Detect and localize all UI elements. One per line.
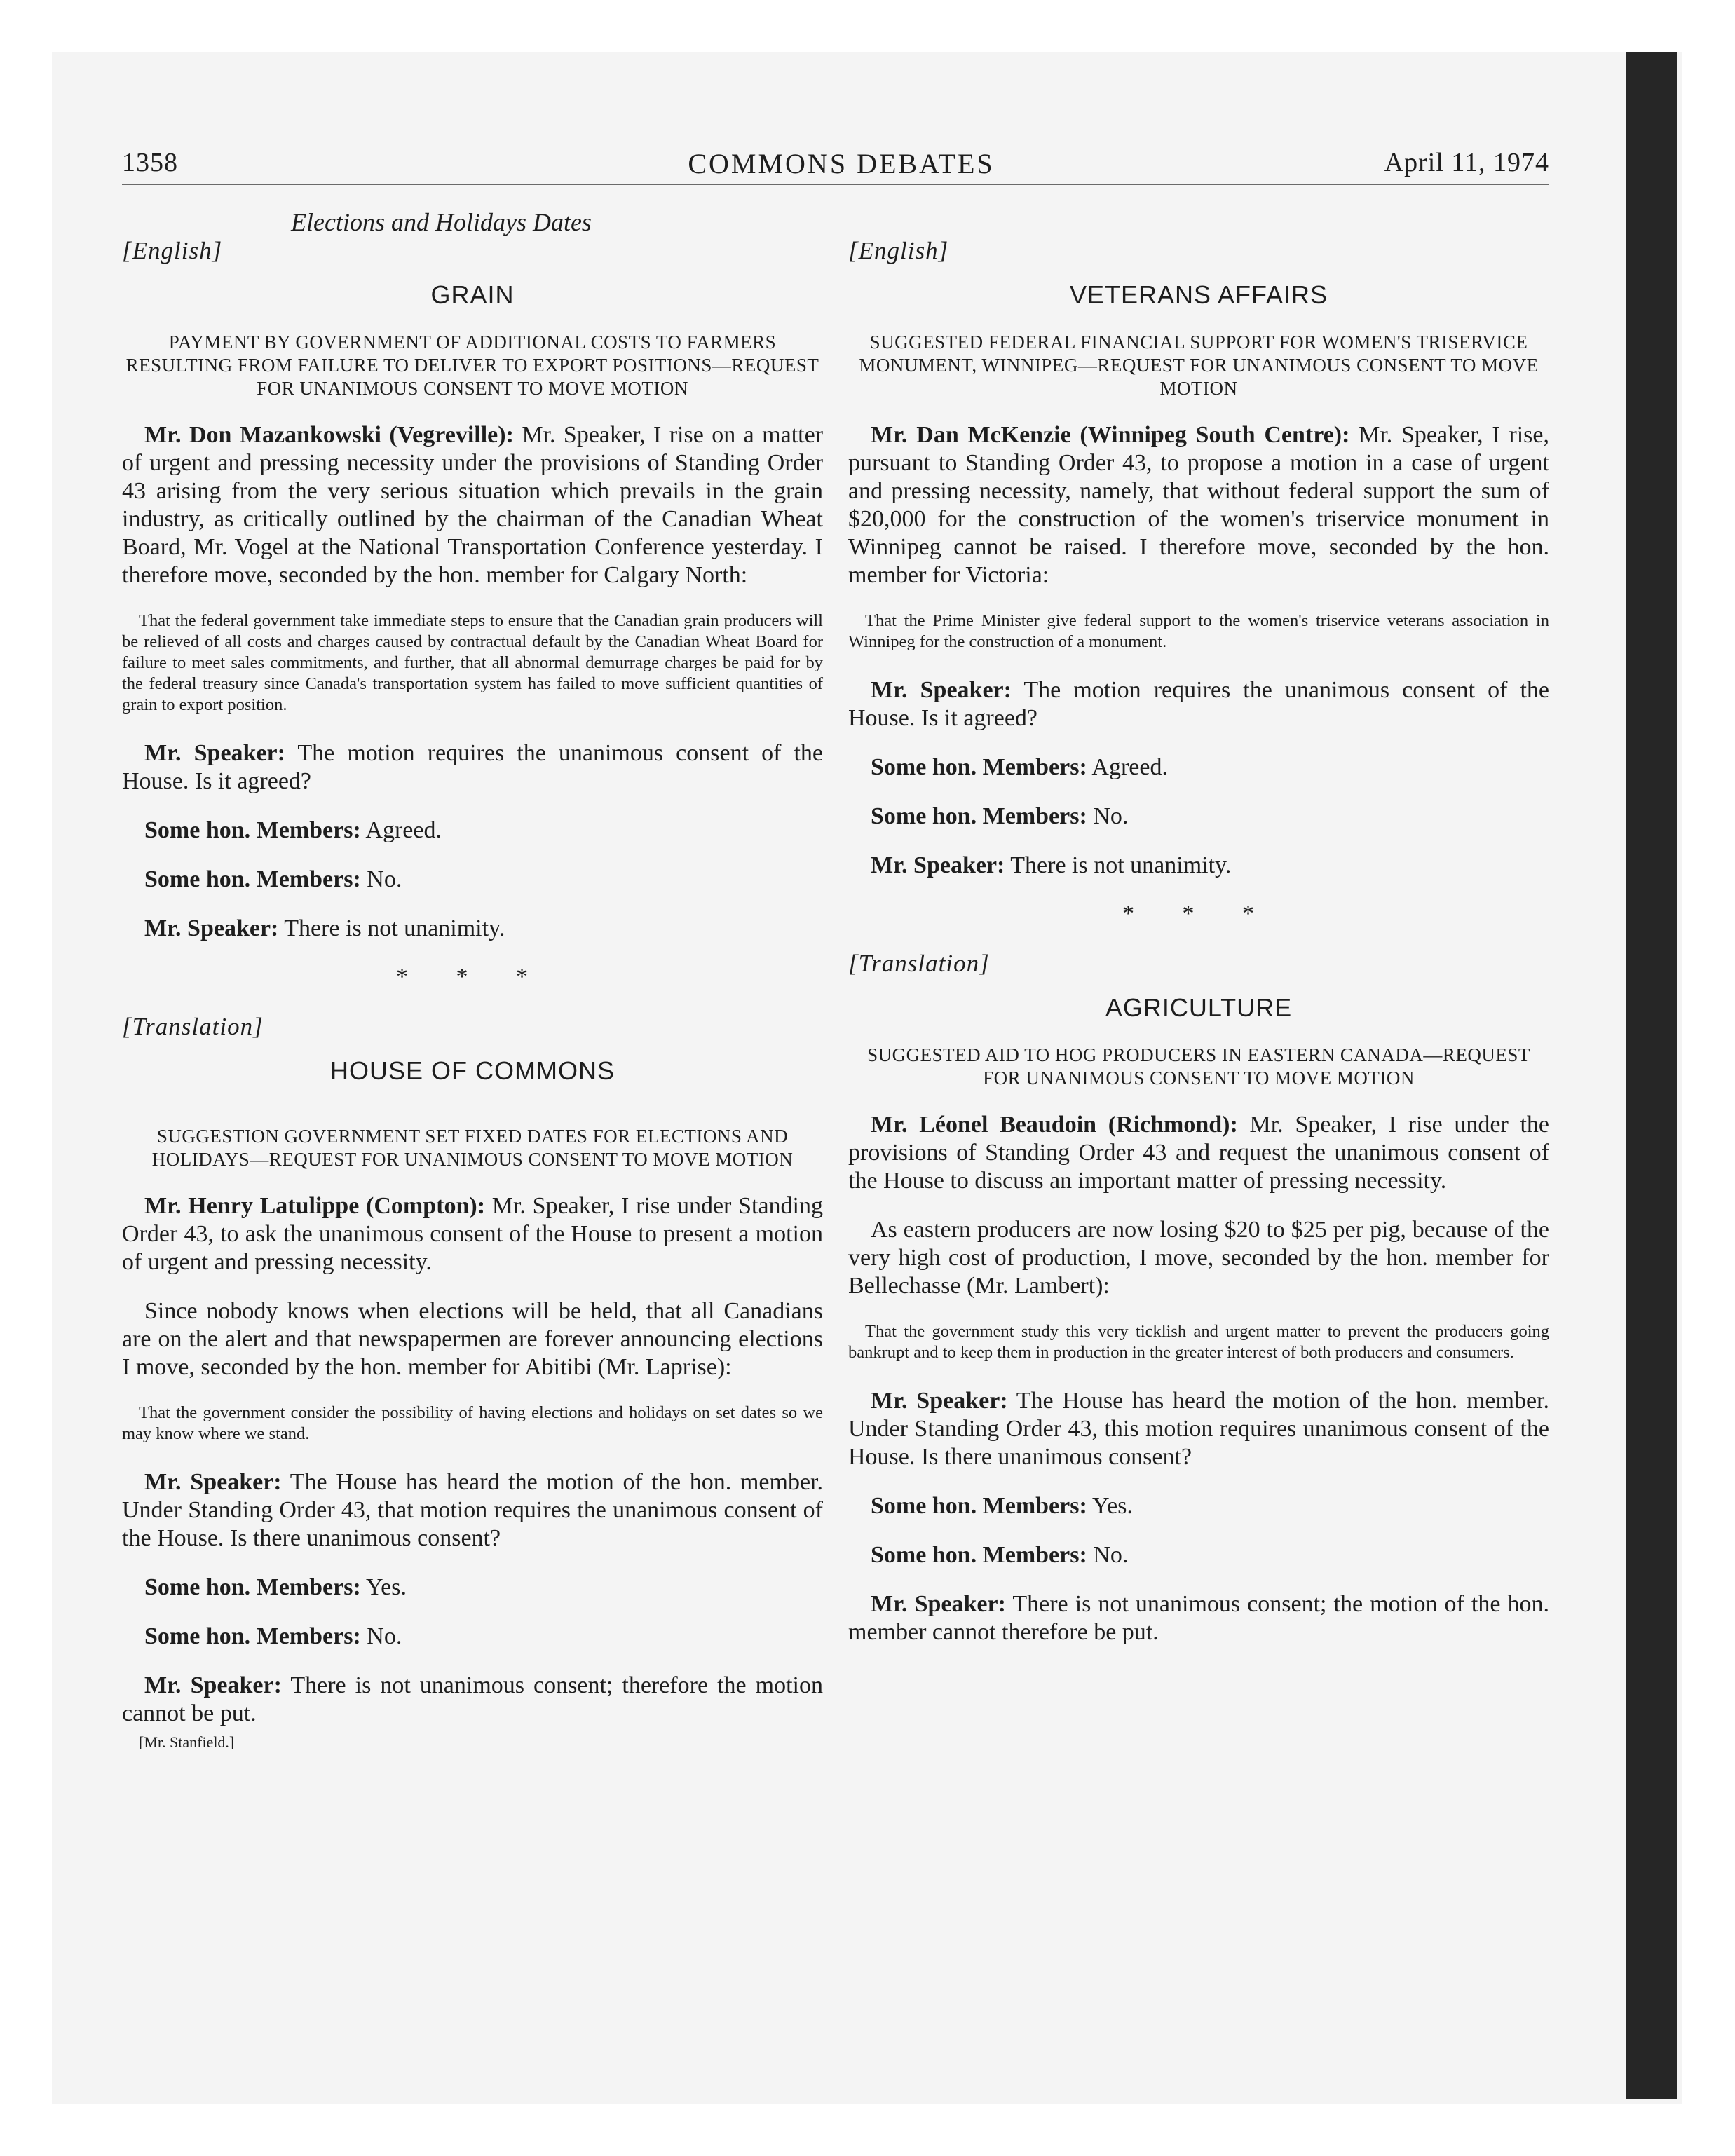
- speech: [848, 1541, 1549, 1569]
- speech-text: Agreed.: [360, 817, 442, 843]
- speech-text: The motion requires the unanimous consent of the House. Is it agreed?: [848, 677, 1549, 731]
- speaker-name: Some hon. Members:: [144, 866, 361, 892]
- section-subtitle: SUGGESTED FEDERAL FINANCIAL SUPPORT FOR WOMEN'S TRISERVICE MONUMENT, WINNIPEG—REQUEST FOR UNANIMOUS CONSENT TO MOVE MOTION: [859, 332, 1539, 399]
- speaker-name: Mr. Léonel Beaudoin (Richmond):: [871, 1112, 1238, 1138]
- language-tag: [English]: [122, 237, 223, 264]
- speech: [122, 1672, 823, 1728]
- speaker-name: Mr. Speaker:: [144, 1672, 282, 1698]
- motion-text: That the Prime Minister give federal support to the women's triservice veterans association in Winnipeg for the construction of a monument.: [848, 611, 1549, 651]
- section-separator: * * *: [396, 964, 549, 990]
- speech-text: Mr. Speaker, I rise under Standing Order 43, to ask the unanimous consent of the House to present a motion of urgent and pressing necessity.: [122, 1193, 823, 1275]
- footer-note: [Mr. Stanfield.]: [139, 1733, 235, 1751]
- speech: [848, 803, 1549, 831]
- speaker-name: Some hon. Members:: [144, 817, 361, 843]
- section-separator: * * *: [1122, 901, 1275, 927]
- speech: [848, 1590, 1549, 1646]
- speech: [122, 421, 823, 589]
- speech-text: Mr. Speaker, I rise on a matter of urgent and pressing necessity under the provisions of Standing Order 43 arising from the very serious situation which prevails in the grain industry, as critically outlined by the chairman of the Canadian Wheat Board, Mr. Vogel at the National Transportation Conference yesterday. I therefore move, seconded by the hon. member for Calgary North:: [122, 422, 823, 588]
- speaker-name: Some hon. Members:: [144, 1623, 361, 1649]
- speech-text: No.: [360, 1623, 402, 1649]
- speech-text: Mr. Speaker, I rise, pursuant to Standing Order 43, to propose a motion in a case of urgent and pressing necessity, namely, that without federal support the sum of $20,000 for the construction of the women's triservice monument in Winnipeg cannot be raised. I therefore move, seconded by the hon. member for Victoria:: [848, 422, 1549, 588]
- motion-text: That the government study this very ticklish and urgent matter to prevent the producers going bankrupt and to keep them in production in the greater interest of both producers and consumers.: [848, 1322, 1549, 1362]
- speech: [848, 421, 1549, 589]
- speech: [122, 1574, 823, 1602]
- right-column: [848, 231, 1549, 1667]
- speech: [848, 852, 1549, 880]
- speaker-name: Mr. Speaker:: [871, 852, 1005, 878]
- speech-text: The motion requires the unanimous consent of the House. Is it agreed?: [122, 740, 823, 794]
- speaker-name: Mr. Speaker:: [871, 1591, 1006, 1617]
- section-title-house-of-commons: HOUSE OF COMMONS: [329, 1056, 615, 1085]
- speech: [848, 1492, 1549, 1520]
- language-tag: [Translation]: [848, 950, 990, 977]
- speaker-name: Some hon. Members:: [144, 1574, 361, 1600]
- speech-text: No.: [1087, 1542, 1129, 1568]
- speech: [122, 739, 823, 796]
- speaker-name: Some hon. Members:: [871, 754, 1087, 780]
- speech-text: Yes.: [360, 1574, 407, 1600]
- section-title-veterans-affairs: VETERANS AFFAIRS: [1069, 280, 1328, 309]
- speech-text: There is not unanimity.: [278, 915, 505, 941]
- speech-text: The House has heard the motion of the hon. member. Under Standing Order 43, this motion requires unanimous consent of the House. Is there unanimous consent?: [848, 1388, 1549, 1470]
- speech-text: Mr. Speaker, I rise under the provisions of Standing Order 43 and request the unanimous consent of the House to discuss an important matter of pressing necessity.: [848, 1112, 1550, 1194]
- speaker-name: Mr. Henry Latulippe (Compton):: [144, 1193, 486, 1219]
- speaker-name: Mr. Don Mazankowski (Vegreville):: [144, 422, 514, 448]
- speech-text: The House has heard the motion of the hon. member. Under Standing Order 43, that motion requires the unanimous consent of the House. Is there unanimous consent?: [122, 1469, 823, 1551]
- header-rule: [122, 184, 1549, 185]
- speech: [848, 676, 1549, 732]
- speech: [122, 915, 823, 943]
- motion-text: That the federal government take immediate steps to ensure that the Canadian grain producers will be relieved of all costs and charges caused by contractual default by the Canadian Wheat Board for failure to meet sales commitments, and further, that all abnormal demurrage charges be paid for by the federal treasury since Canada's transportation system has failed to move sufficient quantities of grain to export position.: [122, 611, 823, 714]
- speech: [848, 1111, 1549, 1195]
- speech-text: There is not unanimous consent; the motion of the hon. member cannot therefore be put.: [848, 1591, 1549, 1645]
- speaker-name: Mr. Dan McKenzie (Winnipeg South Centre):: [871, 422, 1350, 448]
- speech: [848, 1387, 1549, 1471]
- section-title-grain: GRAIN: [430, 280, 515, 309]
- section-title-agriculture: AGRICULTURE: [1105, 993, 1293, 1022]
- speech: [122, 1192, 823, 1276]
- section-subtitle: SUGGESTED AID TO HOG PRODUCERS IN EASTERN CANADA—REQUEST FOR UNANIMOUS CONSENT TO MOVE MOTION: [867, 1044, 1530, 1089]
- speaker-name: Mr. Speaker:: [144, 915, 279, 941]
- page-number: 1358: [122, 148, 178, 177]
- speech: [122, 866, 823, 894]
- speech-text: There is not unanimous consent; therefore the motion cannot be put.: [122, 1672, 823, 1726]
- speech-text: There is not unanimity.: [1005, 852, 1232, 878]
- speaker-name: Some hon. Members:: [871, 1542, 1087, 1568]
- speaker-name: Mr. Speaker:: [144, 1469, 282, 1495]
- section-subtitle: SUGGESTION GOVERNMENT SET FIXED DATES FOR ELECTIONS AND HOLIDAYS—REQUEST FOR UNANIMOUS CONSENT TO MOVE MOTION: [151, 1126, 794, 1170]
- language-tag: [Translation]: [122, 1013, 264, 1040]
- speech: [848, 753, 1549, 782]
- speech-paragraph: Since nobody knows when elections will be held, that all Canadians are on the alert and that newspapermen are forever announcing elections I move, seconded by the hon. member for Abitibi (Mr. Laprise):: [122, 1298, 823, 1380]
- speaker-name: Mr. Speaker:: [871, 677, 1012, 703]
- subject-line: Elections and Holidays Dates: [291, 208, 592, 236]
- motion-text: That the government consider the possibility of having elections and holidays on set dates so we may know where we stand.: [122, 1403, 823, 1443]
- speaker-name: Mr. Speaker:: [144, 740, 285, 766]
- speaker-name: Some hon. Members:: [871, 1493, 1087, 1519]
- speech: [122, 817, 823, 845]
- scan-edge-shadow: [1626, 52, 1677, 2099]
- language-tag: [English]: [848, 237, 949, 264]
- speech-text: No.: [360, 866, 402, 892]
- speech-text: Yes.: [1087, 1493, 1134, 1519]
- speech-text: No.: [1087, 803, 1129, 829]
- left-column: [122, 231, 823, 1752]
- speech-paragraph: As eastern producers are now losing $20 to $25 per pig, because of the very high cost of production, I move, seconded by the hon. member for Bellechasse (Mr. Lambert):: [848, 1217, 1549, 1299]
- section-subtitle: PAYMENT BY GOVERNMENT OF ADDITIONAL COSTS TO FARMERS RESULTING FROM FAILURE TO DELIVER TO EXPORT POSITIONS—REQUEST FOR UNANIMOUS CONSENT TO MOVE MOTION: [125, 332, 819, 399]
- speaker-name: Some hon. Members:: [871, 803, 1087, 829]
- speaker-name: Mr. Speaker:: [871, 1388, 1008, 1414]
- journal-title: COMMONS DEBATES: [688, 148, 995, 179]
- page-date: April 11, 1974: [1384, 148, 1549, 177]
- speech: [122, 1623, 823, 1651]
- speech: [122, 1468, 823, 1553]
- speech-text: Agreed.: [1087, 754, 1168, 780]
